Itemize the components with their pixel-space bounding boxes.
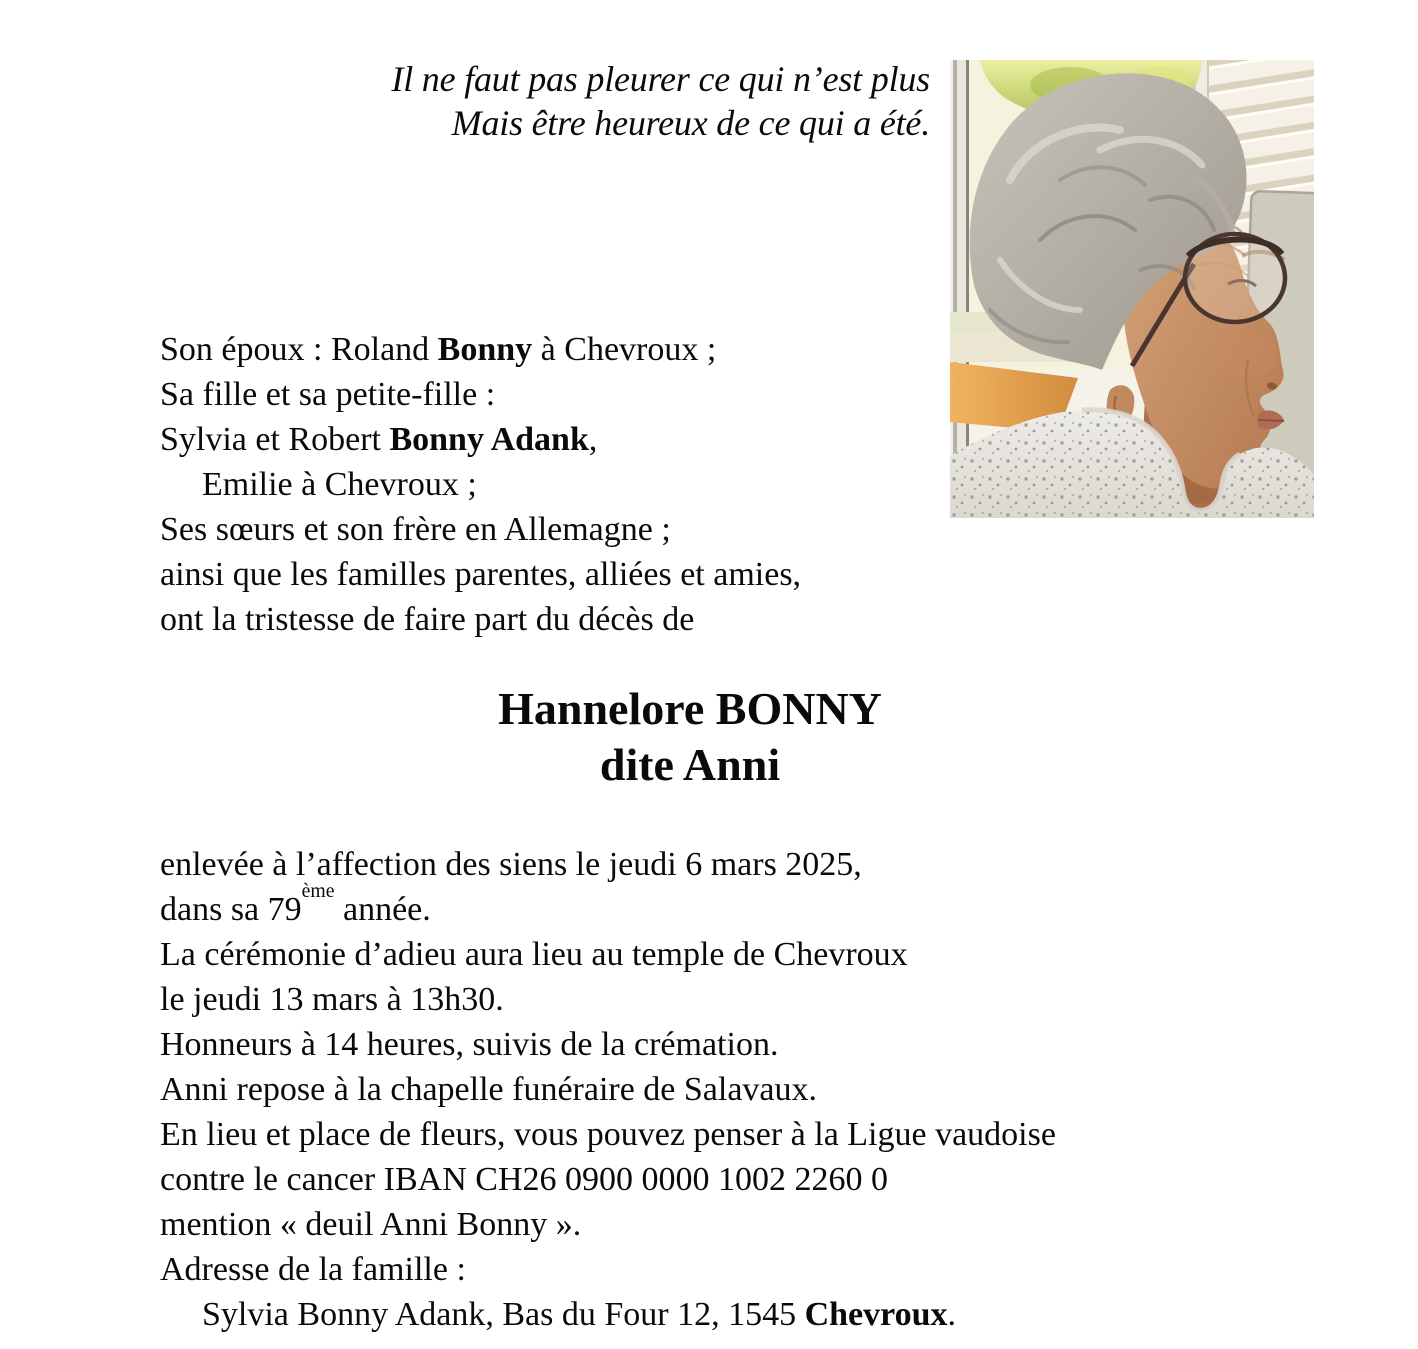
text-line: dans sa 79ème année. xyxy=(160,879,431,928)
text-line: mention « deuil Anni Bonny ». xyxy=(160,1206,582,1243)
text-line: Sylvia Bonny Adank, Bas du Four 12, 1545 Chevroux. xyxy=(202,1296,957,1333)
text-line: ont la tristesse de faire part du décès de xyxy=(160,601,695,638)
text-line: Honneurs à 14 heures, suivis de la crémation. xyxy=(160,1026,779,1063)
text-line: le jeudi 13 mars à 13h30. xyxy=(160,981,504,1018)
text-line: Son époux : Roland Bonny à Chevroux ; xyxy=(160,331,717,368)
text-line: Anni repose à la chapelle funéraire de Salavaux. xyxy=(160,1071,818,1108)
text-line: Adresse de la famille : xyxy=(160,1251,466,1288)
text-line: Ses sœurs et son frère en Allemagne ; xyxy=(160,511,671,548)
text-line: contre le cancer IBAN CH26 0900 0000 1002 2260 0 xyxy=(160,1161,889,1198)
portrait-photo xyxy=(950,60,1314,518)
text-line: ainsi que les familles parentes, alliées et amies, xyxy=(160,556,802,593)
text-line: Sa fille et sa petite-fille : xyxy=(160,376,496,413)
deceased-name xyxy=(160,681,1220,793)
text-line: Sylvia et Robert Bonny Adank, xyxy=(160,421,598,458)
text-line: enlevée à l’affection des siens le jeudi 6 mars 2025, xyxy=(160,846,862,883)
text-line: Mais être heureux de ce qui a été. xyxy=(451,103,930,143)
text-line: Il ne faut pas pleurer ce qui n’est plus xyxy=(391,59,930,99)
family-announcement xyxy=(160,327,980,642)
portrait-photo-illustration xyxy=(950,60,1314,518)
text-line: La cérémonie d’adieu aura lieu au temple de Chevroux xyxy=(160,936,908,973)
epigraph-quote xyxy=(210,57,930,145)
text-line: Emilie à Chevroux ; xyxy=(202,466,477,503)
text-line: Hannelore BONNY xyxy=(498,683,882,734)
text-line: En lieu et place de fleurs, vous pouvez penser à la Ligue vaudoise xyxy=(160,1116,1056,1153)
ceremony-details xyxy=(160,842,1280,1337)
text-line: dite Anni xyxy=(599,739,781,790)
